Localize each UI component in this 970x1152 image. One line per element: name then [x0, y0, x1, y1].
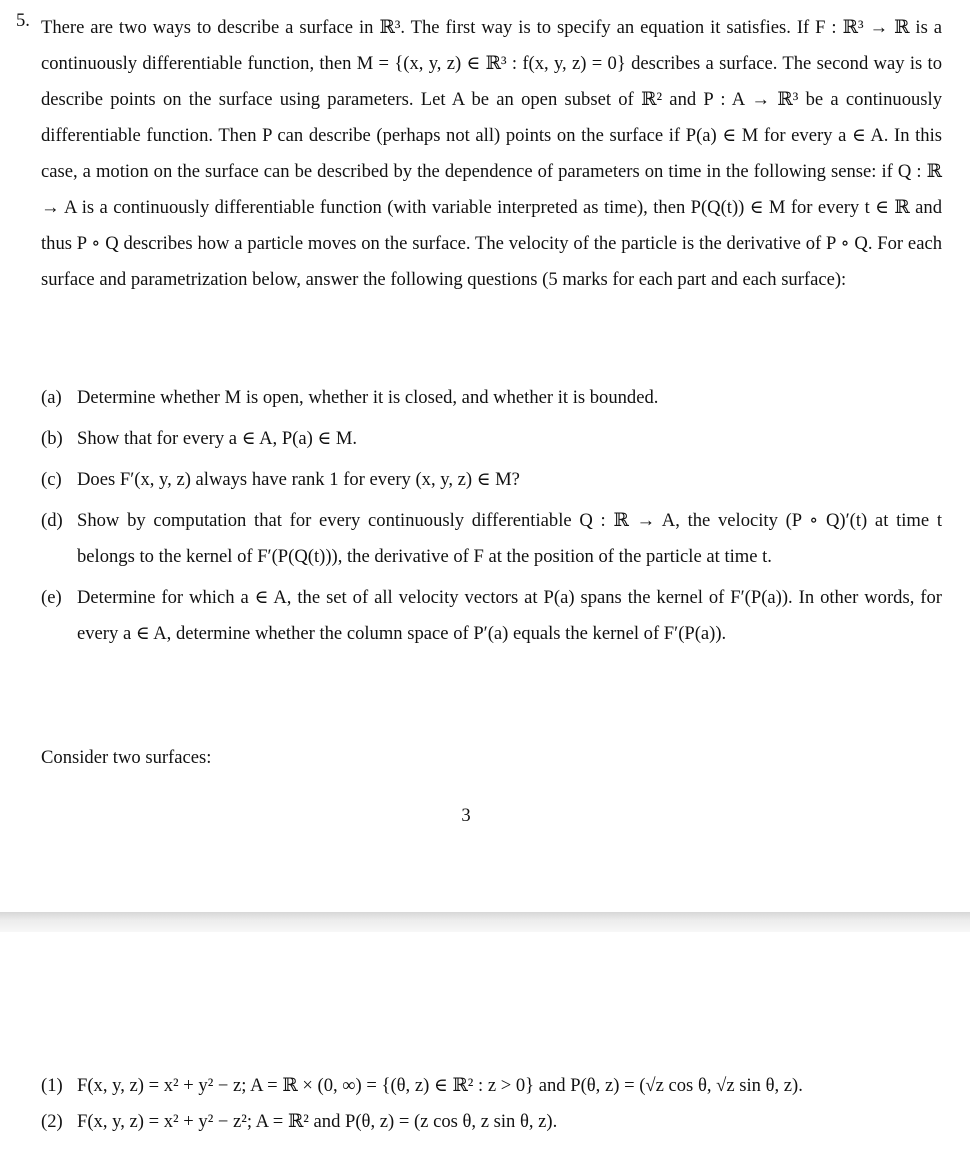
- part-label: (d): [41, 510, 63, 531]
- part-label: (e): [41, 587, 62, 608]
- surface-2: [41, 1104, 946, 1140]
- part-b: [41, 421, 942, 457]
- part-c: [41, 462, 942, 498]
- page-separator: [0, 912, 970, 932]
- part-text: Determine whether M is open, whether it is closed, and whether it is bounded.: [77, 387, 659, 408]
- part-e: [41, 580, 942, 652]
- part-label: (c): [41, 469, 62, 490]
- part-label: (a): [41, 387, 62, 408]
- part-text: Does F′(x, y, z) always have rank 1 for every (x, y, z) ∈ M?: [77, 469, 520, 490]
- part-a: [41, 380, 942, 416]
- page-number: 3: [461, 805, 471, 826]
- part-d: [41, 503, 942, 575]
- surface-text: F(x, y, z) = x² + y² − z²; A = ℝ² and P(θ, z) = (z cos θ, z sin θ, z).: [77, 1111, 558, 1132]
- part-text: Determine for which a ∈ A, the set of all velocity vectors at P(a) spans the kernel of F′(P(a)). In other words, for every a ∈ A, determine whether the column space of P′(a) equals the kernel of F′(P(a)).: [77, 587, 942, 644]
- part-text: Show by computation that for every continuously differentiable Q : ℝ → A, the velocity (P ∘ Q)′(t) at time t belongs to the kernel of F′(P(Q(t))), the derivative of F at the position of the particle at time t.: [77, 510, 942, 567]
- surface-list: [41, 1068, 946, 1140]
- surface-text: F(x, y, z) = x² + y² − z; A = ℝ × (0, ∞) = {(θ, z) ∈ ℝ² : z > 0} and P(θ, z) = (√z cos θ, √z sin θ, z).: [77, 1075, 803, 1096]
- surface-label: (2): [41, 1111, 63, 1132]
- problem-statement: [16, 10, 942, 298]
- problem-intro: There are two ways to describe a surface in ℝ³. The first way is to specify an equation it satisfies. If F : ℝ³ → ℝ is a continuously differentiable function, then M = {(x, y, z) ∈ ℝ³ : f(x, y, z) = 0} describes a surface. The second way is to describe points on the surface using parameters. Let A be an open subset of ℝ² and P : A → ℝ³ be a continuously differentiable function. Then P can describe (perhaps not all) points on the surface if P(a) ∈ M for every a ∈ A. In this case, a motion on the surface can be described by the dependence of parameters on time in the following sense: if Q : ℝ → A is a continuously differentiable function (with variable interpreted as time), then P(Q(t)) ∈ M for every t ∈ ℝ and thus P ∘ Q describes how a particle moves on the surface. The velocity of the particle is the derivative of P ∘ Q. For each surface and parametrization below, answer the following questions (5 marks for each part and each surface):: [41, 17, 942, 290]
- problem-number: 5.: [16, 10, 30, 31]
- question-parts: [41, 380, 942, 657]
- surface-label: (1): [41, 1075, 63, 1096]
- surface-1: [41, 1068, 946, 1104]
- part-label: (b): [41, 428, 63, 449]
- consider-text: Consider two surfaces:: [41, 747, 212, 768]
- part-text: Show that for every a ∈ A, P(a) ∈ M.: [77, 428, 358, 449]
